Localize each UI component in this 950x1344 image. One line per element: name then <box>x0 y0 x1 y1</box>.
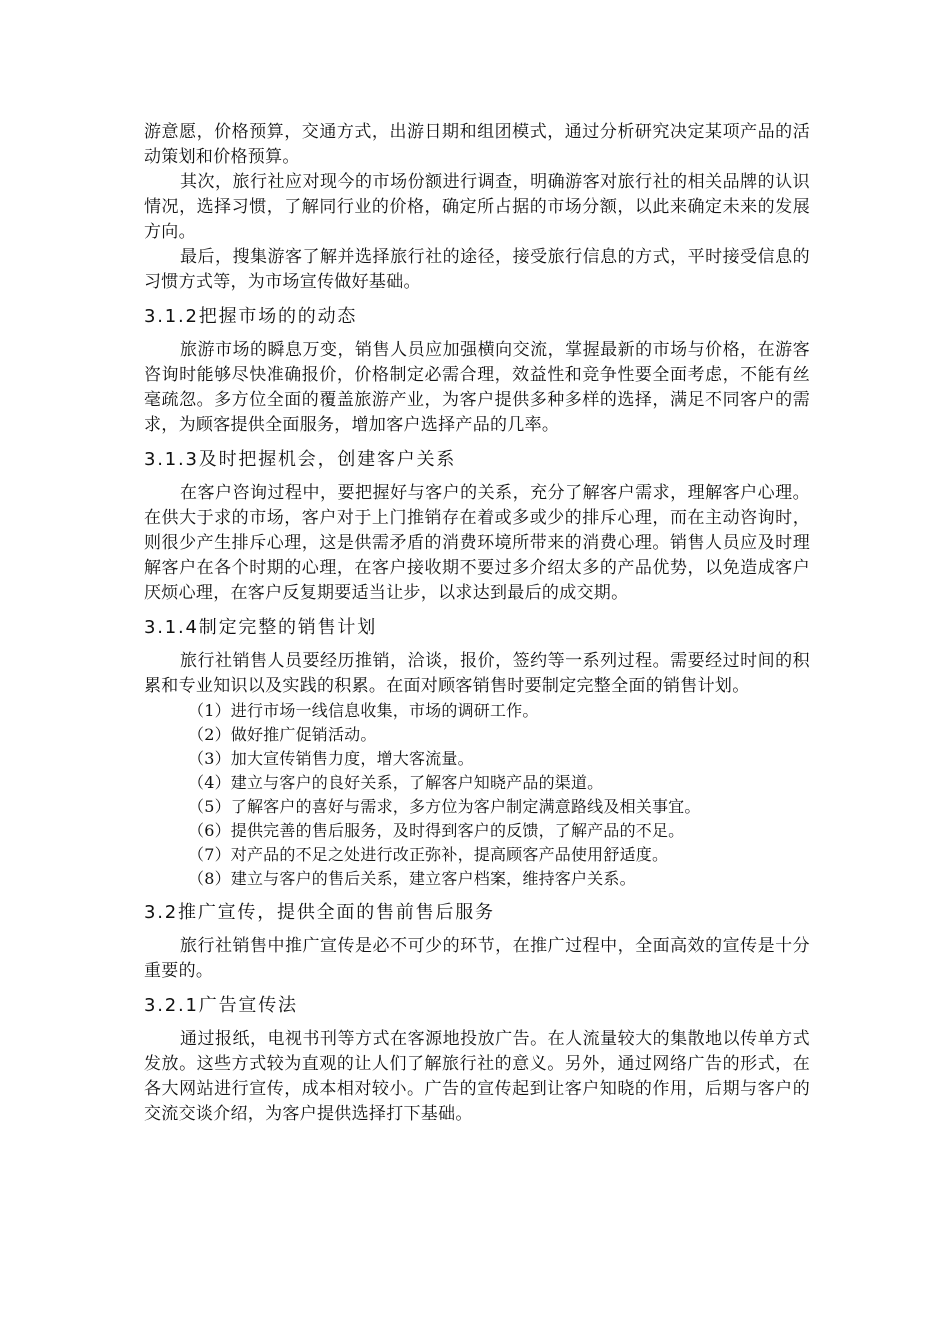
list-item-8: （8）建立与客户的售后关系，建立客户档案，维持客户关系。 <box>188 869 636 888</box>
paragraph-promotion: 旅行社销售中推广宣传是必不可少的环节，在推广过程中，全面高效的宣传是十分重要的。 <box>144 936 810 981</box>
paragraph-advertising: 通过报纸，电视书刊等方式在客源地投放广告。在人流量较大的集散地以传单方式发放。这些方式较为直观的让人们了解旅行社的意义。另外，通过网络广告的形式，在各大网站进行宣传，成本相对较小。广告的宣传起到让客户知晓的作用，后期与客户的交流交谈介绍，为客户提供选择打下基础。 <box>144 1029 810 1124</box>
section-heading-3-1-4: 3.1.4制定完整的销售计划 <box>144 617 377 638</box>
list-item-7: （7）对产品的不足之处进行改正弥补，提高顾客产品使用舒适度。 <box>188 845 669 864</box>
paragraph-sales-plan: 旅行社销售人员要经历推销，洽谈，报价，签约等一系列过程。需要经过时间的积累和专业知识以及实践的积累。在面对顾客销售时要制定完整全面的销售计划。 <box>144 651 810 696</box>
document-body <box>144 120 810 1127</box>
section-heading-3-2-1: 3.2.1广告宣传法 <box>144 995 298 1016</box>
paragraph-info-channels: 最后，搜集游客了解并选择旅行社的途径，接受旅行信息的方式，平时接受信息的习惯方式等，为市场宣传做好基础。 <box>144 247 810 292</box>
list-item-5: （5）了解客户的喜好与需求，多方位为客户制定满意路线及相关事宜。 <box>188 797 701 816</box>
paragraph-market-share: 其次，旅行社应对现今的市场份额进行调查，明确游客对旅行社的相关品牌的认识情况，选择习惯，了解同行业的价格，确定所占据的市场分额，以此来确定未来的发展方向。 <box>144 172 810 242</box>
list-item-6: （6）提供完善的售后服务，及时得到客户的反馈，了解产品的不足。 <box>188 821 685 840</box>
section-heading-3-2: 3.2推广宣传，提供全面的售前售后服务 <box>144 902 495 923</box>
list-item-1: （1）进行市场一线信息收集，市场的调研工作。 <box>188 701 539 720</box>
list-item-2: （2）做好推广促销活动。 <box>188 725 377 744</box>
list-item-3: （3）加大宣传销售力度，增大客流量。 <box>188 749 474 768</box>
section-heading-3-1-2: 3.1.2把握市场的的动态 <box>144 306 358 327</box>
paragraph-market-dynamics: 旅游市场的瞬息万变，销售人员应加强横向交流，掌握最新的市场与价格，在游客咨询时能够尽快准确报价，价格制定必需合理，效益性和竞争性要全面考虑，不能有丝毫疏忽。多方位全面的覆盖旅游产业，为客户提供多种多样的选择，满足不同客户的需求，为顾客提供全面服务，增加客户选择产品的几率。 <box>144 340 810 435</box>
section-heading-3-1-3: 3.1.3及时把握机会，创建客户关系 <box>144 449 457 470</box>
paragraph-customer-relations: 在客户咨询过程中，要把握好与客户的关系，充分了解客户需求，理解客户心理。在供大于求的市场，客户对于上门推销存在着或多或少的排斥心理，而在主动咨询时，则很少产生排斥心理，这是供需矛盾的消费环境所带来的消费心理。销售人员应及时理解客户在各个时期的心理，在客户接收期不要过多介绍太多的产品优势，以免造成客户厌烦心理，在客户反复期要适当让步，以求达到最后的成交期。 <box>144 483 810 603</box>
paragraph-travel-intent: 游意愿，价格预算，交通方式，出游日期和组团模式，通过分析研究决定某项产品的活动策划和价格预算。 <box>144 122 810 167</box>
list-item-4: （4）建立与客户的良好关系，了解客户知晓产品的渠道。 <box>188 773 604 792</box>
